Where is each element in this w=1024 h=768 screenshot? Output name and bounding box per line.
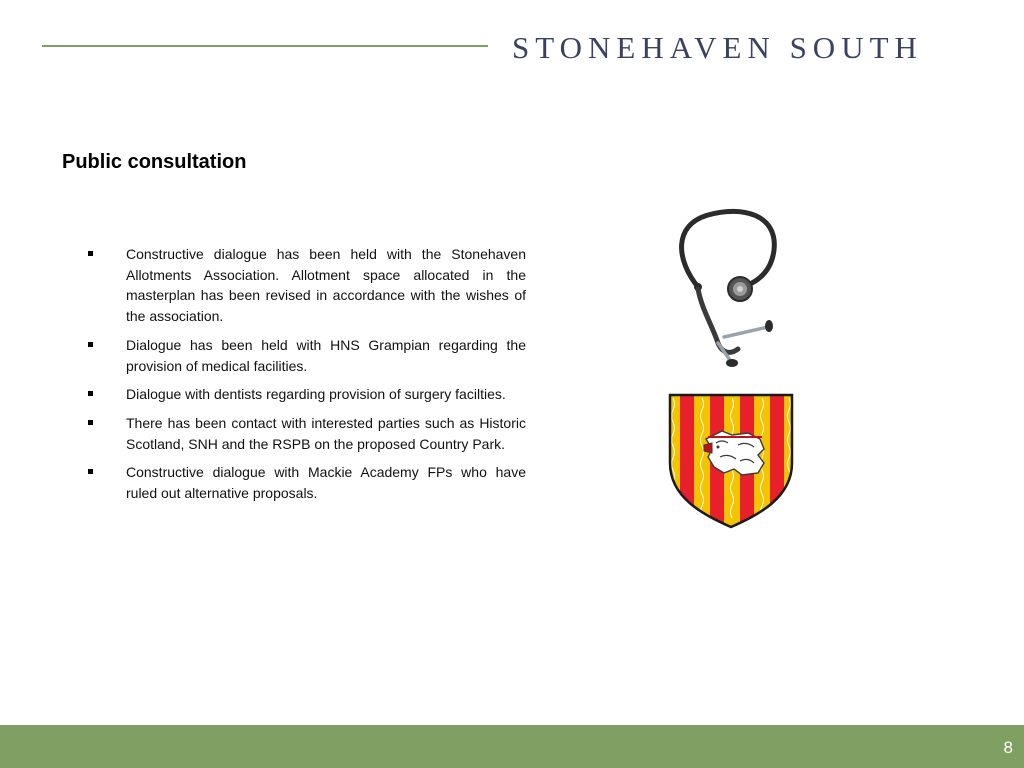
bullet-item <box>86 384 526 405</box>
stethoscope-icon <box>668 205 788 370</box>
page-number: 8 <box>1003 738 1013 757</box>
bullet-square-icon <box>88 251 93 256</box>
header-rule <box>42 45 488 47</box>
bullet-square-icon <box>88 391 93 396</box>
bullet-item <box>86 413 526 454</box>
bullet-square-icon <box>88 342 93 347</box>
bullet-text: Dialogue with dentists regarding provision of surgery facilties. <box>126 386 506 403</box>
bullet-square-icon <box>88 469 93 474</box>
brand-title: STONEHAVEN SOUTH <box>512 30 923 65</box>
bullet-text: Constructive dialogue has been held with the Stonehaven Allotments Association. Allotment space allocated in the masterplan has been revised in accordance with the wishes of the association. <box>126 246 526 325</box>
bullet-text: There has been contact with interested parties such as Historic Scotland, SNH and the RSPB on the proposed Country Park. <box>126 414 526 452</box>
bullet-text: Constructive dialogue with Mackie Academy FPs who have ruled out alternative proposals. <box>126 464 526 502</box>
bullet-square-icon <box>88 420 93 425</box>
slide-title: Public consultation <box>62 151 247 173</box>
footer-bar <box>0 725 1024 768</box>
bullet-item <box>86 462 526 503</box>
bullet-item <box>86 335 526 376</box>
bullet-list <box>86 244 526 512</box>
bullet-item <box>86 244 526 327</box>
bullet-text: Dialogue has been held with HNS Grampian regarding the provision of medical facilities. <box>126 336 526 374</box>
crest-icon <box>668 393 794 529</box>
